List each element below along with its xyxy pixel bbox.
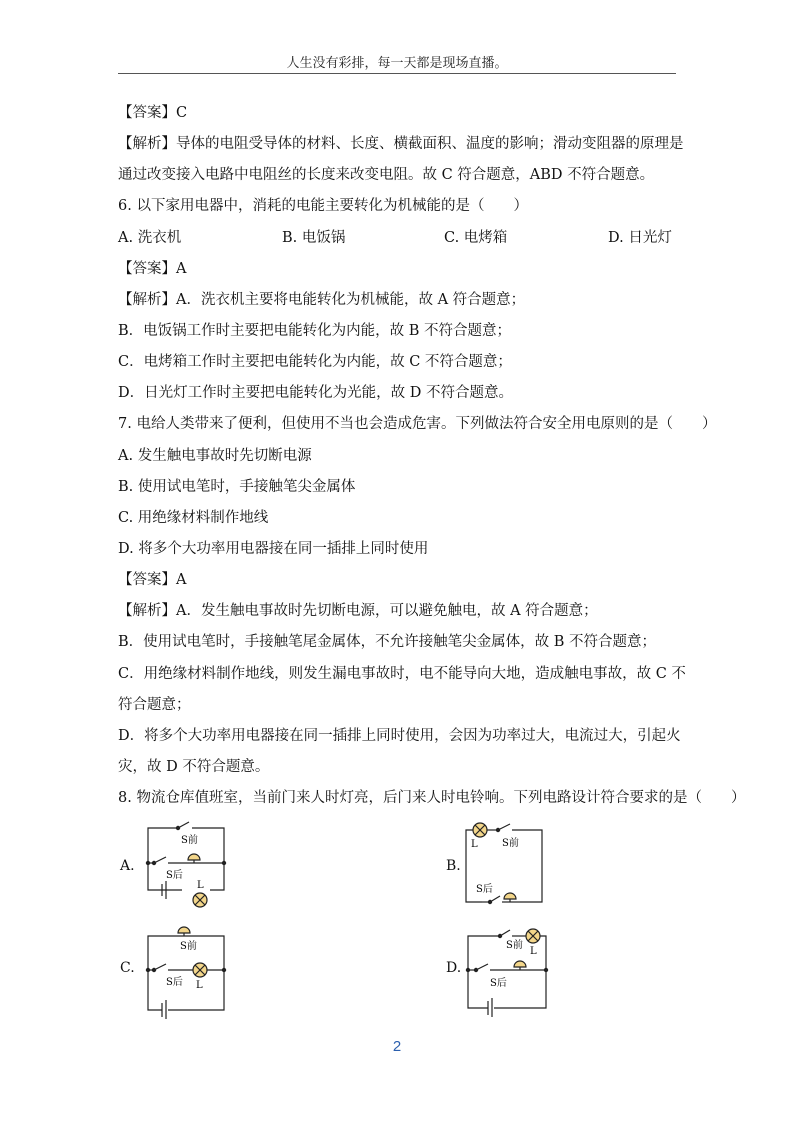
q7-option-b: B. 使用试电笔时，手接触笔尖金属体 <box>118 479 356 495</box>
label-s-front: S前 <box>180 941 197 952</box>
q7-option-c: C. 用绝缘材料制作地线 <box>118 510 269 526</box>
label-s-front: S前 <box>502 838 519 849</box>
page-header-motto: 人生没有彩排，每一天都是现场直播。 <box>286 56 508 71</box>
q8-option-c-label: C. <box>120 960 135 976</box>
q6-analysis-line-1: 【解析】A．洗衣机主要将电能转化为机械能，故 A 符合题意； <box>118 292 526 308</box>
label-lamp: L <box>196 980 203 991</box>
q8-option-a-label: A. <box>120 858 135 874</box>
q7-analysis-line-5: D．将多个大功率用电器接在同一插排上同时使用，会因为功率过大，电流过大，引起火 <box>118 728 681 744</box>
label-lamp: L <box>471 839 478 850</box>
q6-question: 6. 以下家用电器中，消耗的电能主要转化为机械能的是（ ） <box>118 198 528 214</box>
circuit-diagram-d <box>460 922 560 1017</box>
q7-analysis-line-6: 灾，故 D 不符合题意。 <box>118 759 270 775</box>
q7-analysis-line-4: 符合题意； <box>118 697 191 713</box>
page-number: 2 <box>392 1038 402 1055</box>
q6-analysis-line-2: B．电饭锅工作时主要把电能转化为内能，故 B 不符合题意； <box>118 323 512 339</box>
label-lamp: L <box>197 880 204 891</box>
label-lamp: L <box>530 946 537 957</box>
label-s-back: S后 <box>166 977 183 988</box>
q6-analysis-line-3: C．电烤箱工作时主要把电能转化为内能，故 C 不符合题意； <box>118 354 512 370</box>
q5-analysis-line-1: 【解析】导体的电阻受导体的材料、长度、横截面积、温度的影响；滑动变阻器的原理是 <box>118 136 684 152</box>
label-s-back: S后 <box>490 978 507 989</box>
q8-option-d-label: D. <box>446 960 462 976</box>
circuit-diagram-a <box>140 820 240 915</box>
q8-option-b-label: B. <box>446 858 461 874</box>
q5-analysis-line-2: 通过改变接入电路中电阻丝的长度来改变电阻。故 C 符合题意，ABD 不符合题意。 <box>118 167 655 183</box>
label-s-back: S后 <box>166 870 183 881</box>
q6-option-d: D. 日光灯 <box>608 230 672 246</box>
q8-question: 8. 物流仓库值班室，当前门来人时灯亮，后门来人时电铃响。下列电路设计符合要求的是（ ） <box>118 790 746 806</box>
q6-option-a: A. 洗衣机 <box>118 230 182 246</box>
circuit-diagram-c <box>140 922 240 1017</box>
q6-analysis-line-4: D．日光灯工作时主要把电能转化为光能，故 D 不符合题意。 <box>118 385 513 401</box>
q7-answer: 【答案】A <box>118 572 187 588</box>
q7-analysis-line-1: 【解析】A．发生触电事故时先切断电源，可以避免触电，故 A 符合题意； <box>118 603 598 619</box>
header-divider <box>118 73 676 74</box>
circuit-diagram-b <box>460 822 560 907</box>
q5-answer: 【答案】C <box>118 105 188 121</box>
q6-answer: 【答案】A <box>118 261 187 277</box>
q7-option-d: D. 将多个大功率用电器接在同一插排上同时使用 <box>118 541 429 557</box>
q7-analysis-line-2: B．使用试电笔时，手接触笔尾金属体，不允许接触笔尖金属体，故 B 不符合题意； <box>118 634 657 650</box>
q6-option-c: C. 电烤箱 <box>444 230 508 246</box>
q6-option-b: B. 电饭锅 <box>282 230 346 246</box>
label-s-back: S后 <box>476 884 493 895</box>
q7-analysis-line-3: C．用绝缘材料制作地线，则发生漏电事故时，电不能导向大地，造成触电事故，故 C 不 <box>118 666 686 682</box>
label-s-front: S前 <box>181 835 198 846</box>
q7-option-a: A. 发生触电事故时先切断电源 <box>118 448 312 464</box>
label-s-front: S前 <box>506 940 523 951</box>
q7-question: 7. 电给人类带来了便利，但使用不当也会造成危害。下列做法符合安全用电原则的是（ ） <box>118 416 717 432</box>
